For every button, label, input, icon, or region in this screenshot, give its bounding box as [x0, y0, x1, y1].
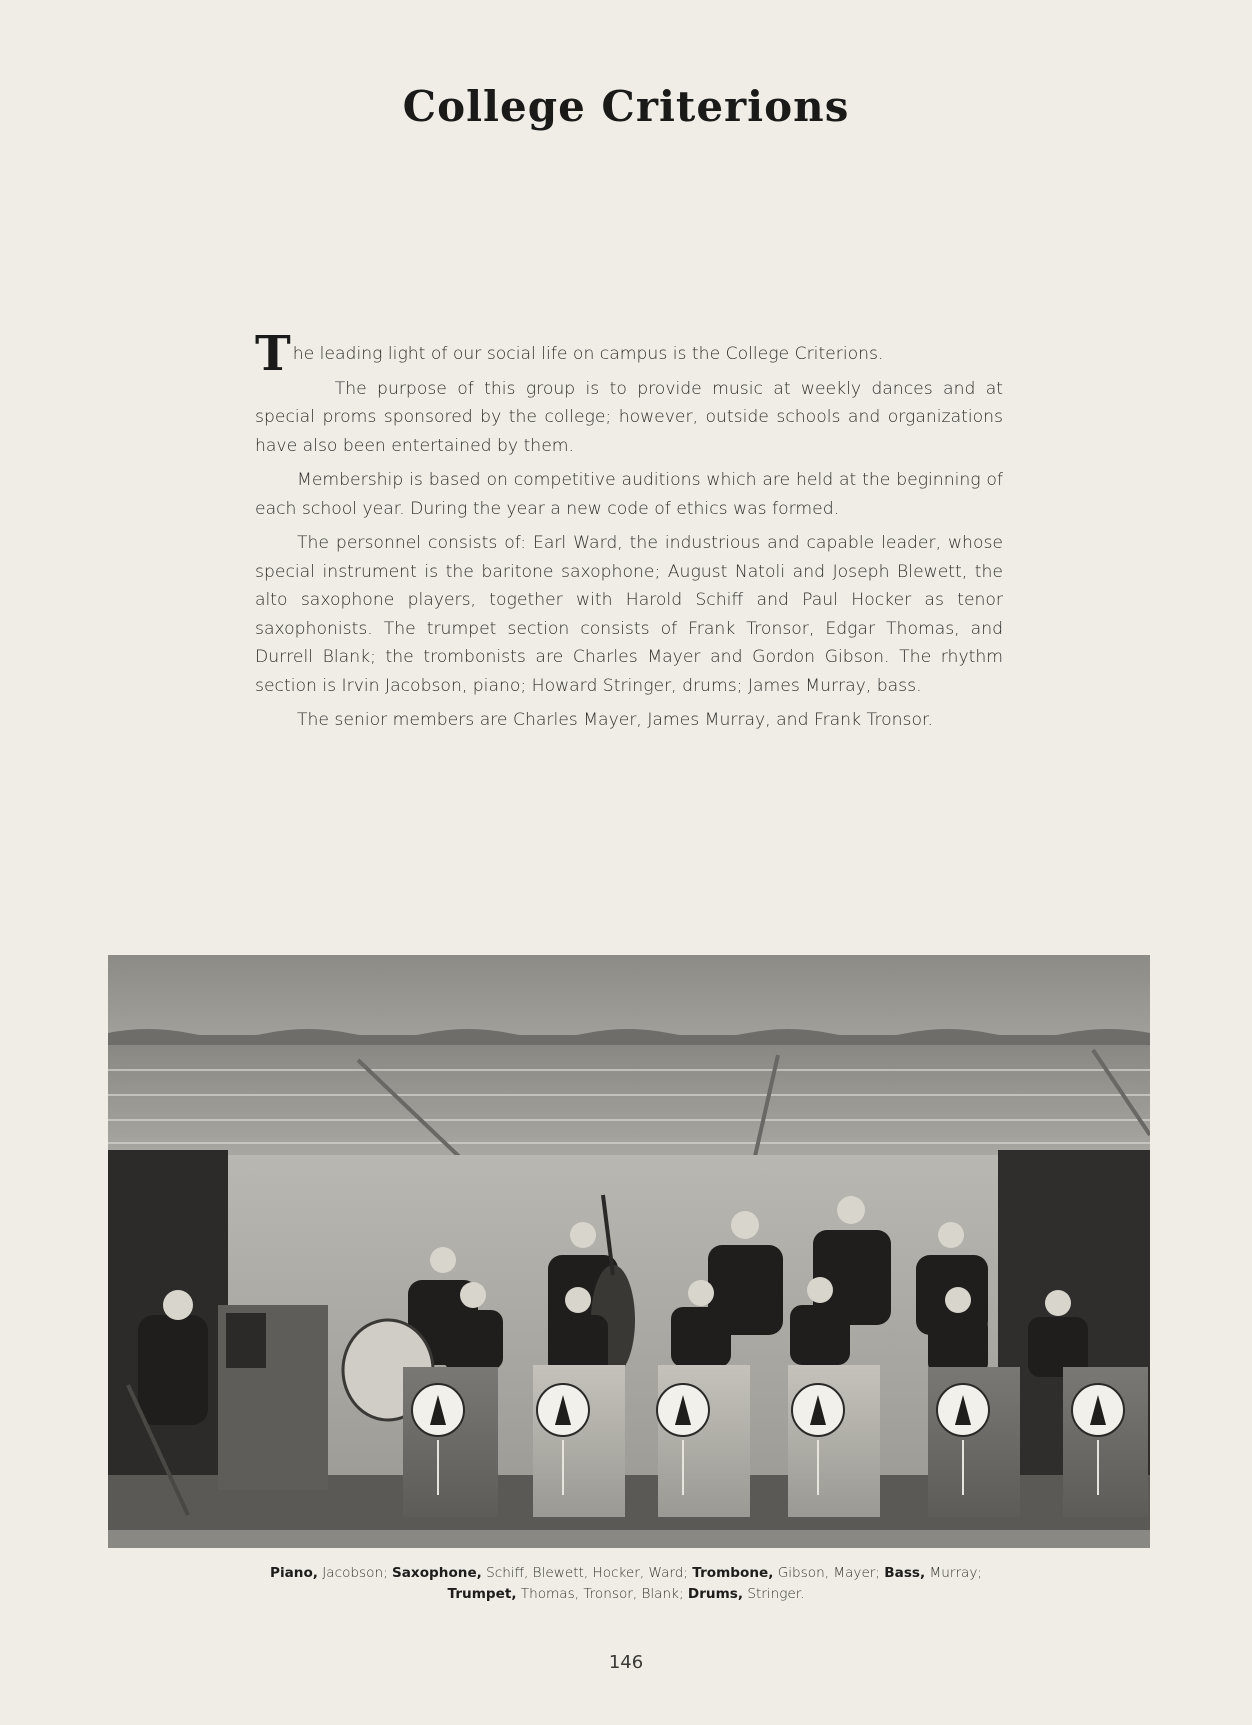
caption-label: Drums, — [687, 1586, 743, 1602]
band-photo-illustration — [108, 955, 1150, 1548]
page-number: 146 — [608, 1652, 644, 1673]
photo-caption — [180, 1563, 1072, 1605]
caption-label: Trombone, — [692, 1565, 774, 1581]
caption-line-1 — [180, 1563, 1072, 1584]
caption-names: Schiff, Blewett, Hocker, Ward; — [481, 1565, 693, 1581]
page-title: College Criterions — [402, 82, 850, 131]
article-body — [255, 326, 1003, 741]
paragraph-text: he leading light of our social life on campus is the College Criterions. — [292, 344, 884, 364]
caption-names: Murray; — [925, 1565, 982, 1581]
ceiling — [108, 955, 1150, 1035]
caption-names: Jacobson; — [317, 1565, 392, 1581]
band-photograph — [108, 955, 1150, 1548]
paragraph-seniors: The senior members are Charles Mayer, James Murray, and Frank Tronsor. — [297, 710, 933, 730]
caption-names: Gibson, Mayer; — [773, 1565, 885, 1581]
canopy — [108, 1045, 1150, 1155]
caption-label: Bass, — [884, 1565, 926, 1581]
caption-label: Saxophone, — [391, 1565, 482, 1581]
caption-label: Trumpet, — [447, 1586, 517, 1602]
caption-label: Piano, — [269, 1565, 318, 1581]
paragraph-personnel: The personnel consists of: Earl Ward, the industrious and capable leader, whose special instrument is the baritone saxophone; August Natoli and Joseph Blewett, the alto saxophone players, together with Harold Schiff and Paul Hocker as tenor saxophonists. The trumpet section consists of Frank Tronsor, Edgar Thomas, and Durrell Blank; the trombonists are Charles Mayer and Gordon Gibson. The rhythm section is Irvin Jacobson, piano; Howard Stringer, drums; James Murray, bass. — [255, 533, 1003, 696]
paragraph-membership: Membership is based on competitive auditions which are held at the beginning of each school year. During the year a new code of ethics was formed. — [255, 470, 1003, 519]
caption-line-2 — [180, 1584, 1072, 1605]
caption-names: Thomas, Tronsor, Blank; — [516, 1586, 688, 1602]
paragraph-purpose: The purpose of this group is to provide music at weekly dances and at special proms sponsored by the college; however, outside schools and organizations have also been entertained by them. — [255, 378, 1003, 456]
caption-names: Stringer. — [743, 1586, 805, 1602]
paragraph-intro — [255, 326, 1003, 382]
drop-cap: T — [255, 326, 291, 382]
stage-edge — [108, 1530, 1150, 1548]
